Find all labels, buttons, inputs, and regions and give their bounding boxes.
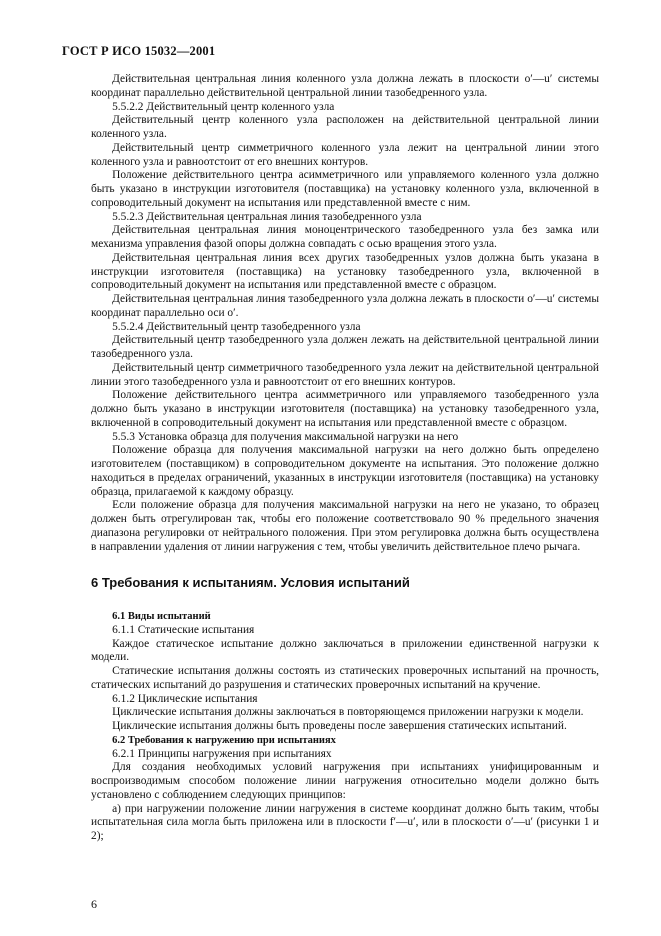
paragraph: Для создания необходимых условий нагружения при испытаниях унифицированным и воспроизводимым способом положение линии нагружения относительно модели должно быть установлено с соблюдением следующих принципов: xyxy=(91,761,599,801)
subsection-heading: 5.5.2.2 Действительный центр коленного узла xyxy=(112,100,335,113)
subsection-title: 6.1 Виды испытаний xyxy=(112,611,211,622)
subsection-title: 6.2 Требования к нагружению при испытаниях xyxy=(112,734,336,746)
subsection-heading: 6.2.1 Принципы нагружения при испытаниях xyxy=(112,747,332,760)
section-title: 6 Требования к испытаниям. Условия испытаний xyxy=(91,575,410,591)
subsection-heading: 5.5.3 Установка образца для получения максимальной нагрузки на него xyxy=(112,430,459,443)
paragraph: Действительный центр коленного узла расположен на действительной центральной линии коленного узла. xyxy=(91,114,599,140)
paragraph: Статические испытания должны состоять из статических проверочных испытаний на прочность, статических испытаний до разрушения и статических проверочных испытаний на кручение. xyxy=(91,665,599,691)
subsection-heading: 6.1.2 Циклические испытания xyxy=(112,692,258,705)
paragraph: а) при нагружении положение линии нагружения в системе координат должно быть таким, чтобы испытательная сила могла быть приложена или в плоскости f′—u′, или в плоскости o′—u′ (рисунки 1 и 2); xyxy=(91,802,599,842)
subsection-heading: 5.5.2.3 Действительная центральная линия тазобедренного узла xyxy=(112,210,422,223)
paragraph: Действительный центр симметричного тазобедренного узла лежит на действительной центральной линии этого тазобедренного узла и равноотстоит от его внешних контуров. xyxy=(91,361,599,388)
subsection-heading: 6.1.1 Статические испытания xyxy=(112,623,255,636)
paragraph: Положение действительного центра асимметричного или управляемого тазобедренного узла должно быть указано в инструкции изготовителя (поставщика) на установку тазобедренного узла, включенной в сопроводительный документ на испытания или представленной вместе с образцом. xyxy=(91,389,599,429)
paragraph: Если положение образца для получения максимальной нагрузки на него не указано, то образец должен быть отрегулирован так, чтобы его положение соответствовало 90 % предельного значения диапазона регулировки от нейтрального положения. При этом регулировка должна быть осуществлена в направлении удаления от линии нагружения с тем, чтобы увеличить действительное плечо рычага. xyxy=(91,499,599,553)
subsection-heading: 5.5.2.4 Действительный центр тазобедренного узла xyxy=(112,320,361,333)
page-content xyxy=(91,73,599,844)
document-header: ГОСТ Р ИСО 15032—2001 xyxy=(62,44,216,58)
paragraph: Положение действительного центра асимметричного или управляемого коленного узла должно быть указано в инструкции изготовителя (поставщика) на установку коленного узла, включенной в сопроводительный документ на испытания или представленной вместе с ним. xyxy=(91,169,599,209)
paragraph: Действительная центральная линия моноцентрического тазобедренного узла без замка или механизма управления фазой опоры должна совпадать с осью вращения этого узла. xyxy=(91,224,599,250)
paragraph: Действительная центральная линия всех других тазобедренных узлов должна быть указана в инструкции изготовителя (поставщика) на установку тазобедренного узла, включенной в сопроводительный документ на испытания или представленной вместе с образцом. xyxy=(91,251,599,292)
paragraph: Каждое статическое испытание должно заключаться в приложении единственной нагрузки к модели. xyxy=(91,637,599,664)
paragraph: Действительный центр тазобедренного узла должен лежать на действительной центральной линии тазобедренного узла. xyxy=(91,334,599,360)
paragraph: Положение образца для получения максимальной нагрузки на него должно быть определено изготовителем (поставщиком) в сопроводительном документе на испытания. Это положение должно находиться в пределах ограничений, указанных в инструкции изготовителя (поставщика) на установку образца, прилагаемой к каждому образцу. xyxy=(91,444,599,498)
paragraph: Действительный центр симметричного коленного узла лежит на центральной линии этого коленного узла и равноотстоит от его внешних контуров. xyxy=(91,141,599,168)
paragraph: Циклические испытания должны быть проведены после завершения статических испытаний. xyxy=(112,720,567,732)
paragraph: Действительная центральная линия тазобедренного узла должна лежать в плоскости o′—u′ системы координат параллельно оси o′. xyxy=(91,293,599,319)
paragraph: Циклические испытания должны заключаться в повторяющемся приложении нагрузки к модели. xyxy=(112,706,584,719)
page-number: 6 xyxy=(91,897,97,911)
paragraph: Действительная центральная линия коленного узла должна лежать в плоскости o′—u′ системы координат параллельно действительной центральной линии тазобедренного узла. xyxy=(91,73,599,99)
